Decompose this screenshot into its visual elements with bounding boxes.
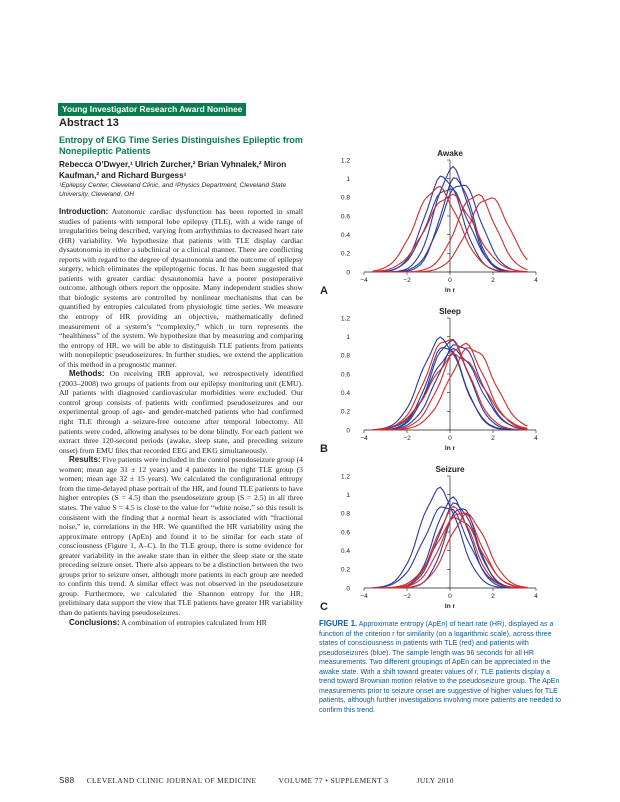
x-axis-label: ln r (444, 287, 456, 294)
section-text: On receiving IRB approval, we retrospectively identified (2003–2008) two groups of patients from our epilepsy monitoring unit (EMU). All patients with diagnosed cardiovascular morbidities were excluded. Our control group consists of patients with confirmed pseudoseizures and our experimental group of age- and gender-matched patients who had confirmed right TLE through a seizure-free outcome after temporal lobectomy. All patients were coded, allowing analyses to be done blindly. For each patient we extract three 120-second periods (awake, sleep state, and preceding seizure onset) from EMU files that recorded EEG and EKG simultaneously. (59, 369, 303, 455)
section-heading: Results: (69, 455, 101, 465)
journal-name: CLEVELAND CLINIC JOURNAL OF MEDICINE (86, 776, 257, 785)
x-tick-label: −4 (360, 277, 368, 284)
y-tick-label: 0.4 (340, 547, 350, 555)
y-tick-label: 0 (346, 427, 350, 435)
section-heading: Conclusions: (69, 617, 120, 627)
y-tick-label: 1.2 (340, 157, 350, 165)
section-methods (59, 369, 303, 455)
x-tick-label: −4 (360, 593, 368, 600)
y-tick-label: 1.2 (340, 315, 350, 323)
x-tick-label: −4 (360, 435, 368, 442)
x-tick-label: 0 (448, 277, 452, 284)
y-tick-label: 0.8 (340, 352, 350, 360)
section-introduction (59, 207, 303, 369)
y-tick-label: 0.4 (340, 231, 350, 239)
x-tick-label: −2 (403, 435, 411, 442)
chart-seizure (320, 464, 550, 614)
section-text: Autonomic cardiac dysfunction has been reported in small studies of patients with temporal lobe epilepsy (TLE), with a wide range of irregularities being described, varying from arrhythmias to decreased heart rate (HR) variability. We hypothesize that patients with TLE display cardiac dysautonomia in either a subclinical or a clinical manner. There are conflicting reports with regard to the degree of dysautonomia and the outcome of epilepsy surgery, which eliminates the epileptogenic focus. It has been suggested that patients with greater cardiac dysautonomia have a poorer postoperative outcome, although others report the opposite. Many independent studies show that biologic systems are controlled by nonlinear mechanisms that can be quantified by entropies calculated from physiologic time series. We measure the entropy of HR providing an objective, mathematically defined measurement of a system’s “complexity,” which in turn represents the “healthiness” of the system. We hypothesize that by measuring and comparing the entropy of HR, we will be able to distinguish TLE patients from patients with nonepileptic pseudoseizures. In further studies, we extend the application of this method in a prognostic manner. (59, 207, 303, 369)
volume-info: VOLUME 77 • SUPPLEMENT 3 (278, 776, 389, 785)
y-tick-label: 0.6 (340, 213, 350, 221)
author-list: Rebecca O’Dwyer,¹ Ulrich Zurcher,² Brian Vyhnalek,² Miron Kaufman,² and Richard Burgess¹ (59, 160, 287, 180)
chart-title: Sleep (439, 307, 461, 316)
y-tick-label: 0.4 (340, 389, 350, 397)
figure-caption (319, 619, 562, 715)
x-tick-label: 2 (491, 277, 495, 284)
x-tick-label: 4 (534, 277, 538, 284)
y-tick-label: 1 (346, 175, 350, 183)
section-heading: Introduction: (59, 207, 109, 216)
x-tick-label: −2 (403, 593, 411, 600)
chart-awake (320, 148, 550, 298)
abstract-label: Abstract 13 (59, 117, 119, 129)
y-tick-label: 0.2 (340, 408, 350, 416)
figure-label: FIGURE 1. (319, 619, 358, 628)
paper-title: Entropy of EKG Time Series Distinguishes Epileptic from Nonepileptic Patients (59, 135, 303, 156)
page-footer (59, 776, 564, 785)
y-tick-label: 0.6 (340, 371, 350, 379)
panel-label: B (320, 443, 328, 455)
x-tick-label: 4 (534, 435, 538, 442)
y-tick-label: 0.2 (340, 566, 350, 574)
y-tick-label: 0 (346, 585, 350, 593)
y-tick-label: 0.6 (340, 529, 350, 537)
award-banner: Young Investigator Research Award Nominee (58, 103, 246, 116)
panel-label: A (320, 285, 328, 297)
x-tick-label: 0 (448, 435, 452, 442)
y-tick-label: 1.2 (340, 473, 350, 481)
x-tick-label: 0 (448, 593, 452, 600)
chart-title: Seizure (435, 465, 465, 474)
page-number: S88 (59, 776, 75, 785)
section-conclusions (59, 618, 303, 628)
y-tick-label: 0.8 (340, 194, 350, 202)
y-tick-label: 0.8 (340, 510, 350, 518)
chart-sleep (320, 306, 550, 456)
x-tick-label: −2 (403, 277, 411, 284)
section-text: Five patients were included in the control pseudoseizure group (4 women; mean age 31 ± 12 years) and 4 patients in the right TLE group (3 women; mean age 32 ± 15 years). We calculated the configurational entropy from the time-delayed phase portrait of the HR, and found TLE patients to have higher entropies (S = 4.5) than the pseudoseizure group (S = 2.5) in all three states. The value S = 4.5 is close to the value for “white noise,” so this result is consistent with the finding that a normal heart is associated with “fractional noise,” ie, correlations in the HR. We quantified the HR variability using the approximate entropy (ApEn) and found it to be similar for each state of consciousness (Figure 1, A–C). In the TLE group, there is some evidence for greater variability in the awake state than in either the sleep state or the state preceding seizure onset. There also appears to be a distinction between the two groups prior to seizure onset, although more patients in each group are needed to confirm this trend. A similar effect was not observed in the pseudoseizure group. Furthermore, we calculated the Shannon entropy for the HR; preliminary data support the view that TLE patients have greater HR variability than do patients having pseudoseizures. (59, 455, 303, 617)
y-tick-label: 0.2 (340, 250, 350, 258)
y-tick-label: 0 (346, 269, 350, 277)
y-tick-label: 1 (346, 333, 350, 341)
x-axis-label: ln r (444, 603, 456, 610)
affiliations: ¹Epilepsy Center, Cleveland Clinic, and ²Physics Department, Cleveland State University, Cleveland, OH (59, 182, 287, 198)
y-tick-label: 1 (346, 491, 350, 499)
section-heading: Methods: (69, 369, 105, 379)
x-tick-label: 2 (491, 593, 495, 600)
x-axis-label: ln r (444, 445, 456, 452)
issue-date: JULY 2010 (416, 776, 454, 785)
chart-title: Awake (437, 149, 463, 158)
x-tick-label: 2 (491, 435, 495, 442)
section-results (59, 455, 303, 617)
panel-label: C (320, 601, 328, 613)
caption-text: Approximate entropy (ApEn) of heart rate (HR), displayed as a function of the criterion r for similarity (on a logarithmic scale), across three states of consciousness in patients with TLE (red) and patients with pseudoseizures (blue). The sample length was 96 seconds for all HR measurements. Two different groupings of ApEn can be appreciated in the awake state. With a shift toward greater values of r, TLE patients display a trend toward Brownian motion relative to the pseudoseizure group. The ApEn measurements prior to seizure onset are suggestive of higher values for TLE patients, although further investigations involving more patients are needed to confirm this trend. (319, 621, 562, 714)
x-tick-label: 4 (534, 593, 538, 600)
section-text: A combination of entropies calculated from HR (121, 617, 267, 627)
abstract-body (59, 207, 303, 627)
